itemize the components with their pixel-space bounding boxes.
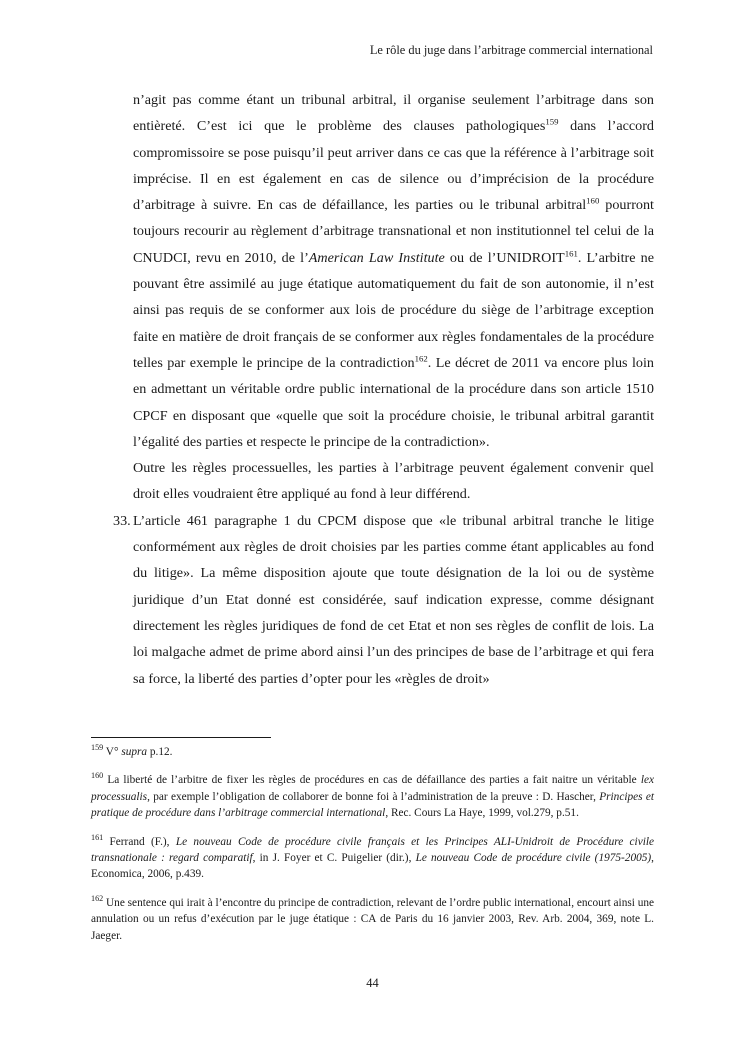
italic-term: American Law Institute	[308, 249, 445, 266]
footnote-ref-161[interactable]: 161	[564, 248, 578, 259]
page-number: 44	[366, 976, 379, 990]
paragraph-number: 33.	[113, 512, 131, 529]
running-header: Le rôle du juge dans l’arbitrage commercial international	[369, 43, 653, 57]
paragraph: Outre les règles processuelles, les parties à l’arbitrage peuvent également convenir quel droit elles voudraient être appliqué au fond à leur différend.	[133, 460, 654, 503]
numbered-paragraph: 33. L’article 461 paragraphe 1 du CPCM dispose que «le tribunal arbitral tranche le litige conformément aux règles de droit choisies par les parties comme étant applicables au fond du litige». La même disposition ajoute que toute désignation de la loi ou de système juridique d’un Etat donné est considérée, sauf indication expresse, comme désignant directement les règles juridiques de fond de cet Etat et non ses règles de conflit de lois. La loi malgache admet de prime abord ainsi l’un des principes de base de l’arbitrage et qui fera sa force, la liberté des parties d’opter pour les «règles de droit»	[91, 508, 654, 692]
footnote-160: $^{160}$ La liberté de l’arbitre de fixer les règles de procédures en cas de défaillance des parties a fait naitre un véritable lex processualis, par exemple l’obligation de collaborer de bonne foi à l’administration de la preuve : D. Hascher, Principes et pratique de procédure dans l’arbitrage commercial international, Rec. Cours La Haye, 1999, vol.279, p.51.	[91, 771, 655, 820]
footnote-161: $^{161}$ Ferrand (F.), Le nouveau Code de procédure civile français et les Principes ALI-Unidroit de Procédure civile transnationale : regard comparatif, in J. Foyer et C. Puigelier (dir.), Le nouveau Code de procédure civile (1975-2005), Economica, 2006, p.439.	[91, 832, 655, 881]
footnote-divider	[91, 737, 271, 738]
footnotes	[91, 744, 654, 956]
body-text	[91, 87, 654, 692]
paragraph-continuation: n’agit pas comme étant un tribunal arbitral, il organise seulement l’arbitrage dans son entièreté. C’est ici que le problème des clauses pathologiques$^{159}$ dans l’accord compromissoire se pose puisqu’il peut arriver dans ce cas que la référence à l’arbitrage soit imprécise. Il en est également en cas de silence ou d’imprécision de la procédure d’arbitrage à suivre. En cas de défaillance, les parties ou le tribunal arbitral$^{160}$ pourront toujours recourir au règlement d’arbitrage transnational et non institutionnel tel celui de la CNUDCI, revu en 2010, de l’American Law Institute ou de l’UNIDROIT$^{161}$. L’arbitre ne pouvant être assimilé au juge étatique automatiquement du fait de son autonomie, il n’est ainsi pas requis de se conformer aux lois de procédure du siège de l’arbitrage exception faite en matière de droit français de se conformer aux règles fondamentales de la procédure telles par exemple le principe de la contradiction$^{162}$. Le décret de 2011 va encore plus loin en admettant un véritable ordre public international de la procédure dans son article 1510 CPCF en disposant que «quelle que soit la procédure choisie, le tribunal arbitral garantit l’égalité des parties et respecte le principe de la contradiction».	[133, 92, 655, 450]
footnote-ref-159[interactable]: 159	[545, 116, 559, 127]
footnote-162: $^{162}$ Une sentence qui irait à l’encontre du principe de contradiction, relevant de l’ordre public international, encourt ainsi une annulation ou un refus d’exécution par le juge étatique : CA de Paris du 16 janvier 2003, Rev. Arb. 2004, 369, note L. Jaeger.	[91, 894, 655, 942]
footnote-ref-162[interactable]: 162	[414, 353, 428, 364]
footnote-159: $^{159}$ V° supra p.12.	[91, 743, 173, 758]
footnote-ref-160[interactable]: 160	[586, 195, 600, 206]
